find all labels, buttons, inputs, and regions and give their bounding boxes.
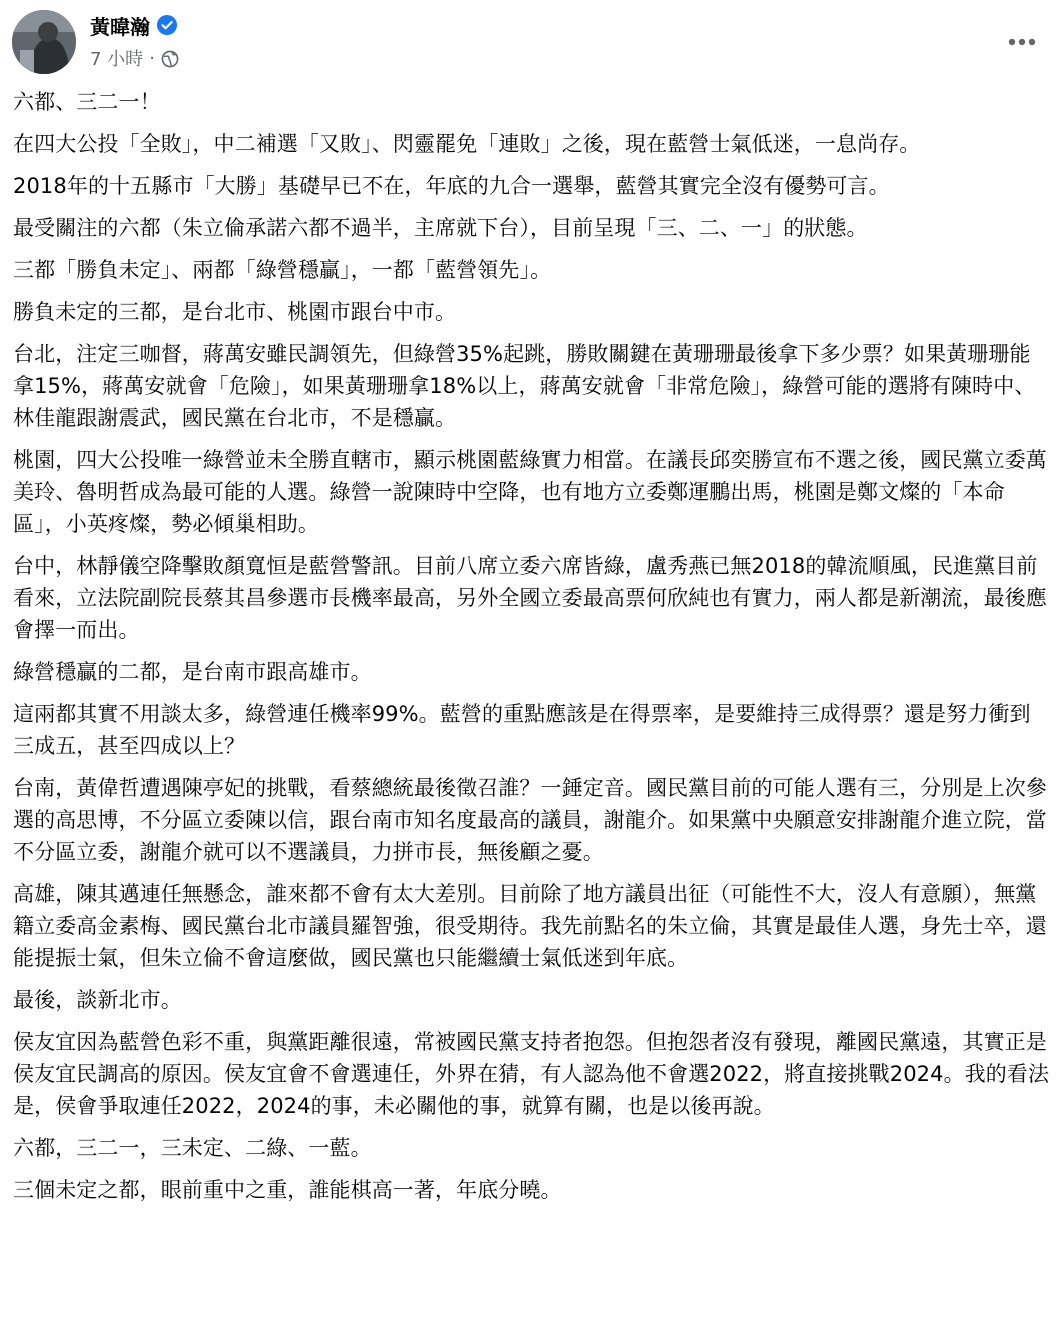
post-paragraph: 六都、三二一！ bbox=[13, 90, 161, 114]
author-avatar[interactable] bbox=[12, 10, 76, 74]
post-header bbox=[0, 0, 1062, 84]
post-paragraph: 侯友宜因為藍營色彩不重，與黨距離很遠，常被國民黨支持者抱怨。但抱怨者沒有發現，離國民黨遠，其實正是侯友宜民調高的原因。侯友宜會不會選連任，外界在猜，有人認為他不會選2022，將直接挑戰2024。我的看法是，侯會爭取連任2022，2024的事，未必關他的事，就算有關，也是以後再說。 bbox=[13, 1030, 1050, 1118]
more-options-icon bbox=[1007, 37, 1037, 47]
post-paragraph: 在四大公投「全敗」，中二補選「又敗」、閃靈罷免「連敗」之後，現在藍營士氣低迷，一息尚存。 bbox=[13, 132, 921, 156]
post-paragraph: 勝負未定的三都，是台北市、桃園市跟台中市。 bbox=[13, 300, 457, 324]
verified-badge-icon bbox=[157, 15, 177, 35]
author-row bbox=[90, 10, 177, 40]
post-paragraph: 綠營穩贏的二都，是台南市跟高雄市。 bbox=[13, 660, 372, 684]
post-paragraph: 三個未定之都，眼前重中之重，誰能棋高一著，年底分曉。 bbox=[13, 1178, 562, 1202]
post-meta bbox=[90, 46, 179, 70]
meta-separator: · bbox=[149, 47, 155, 69]
post-paragraph: 2018年的十五縣市「大勝」基礎早已不在，年底的九合一選舉，藍營其實完全沒有優勢可言。 bbox=[13, 174, 890, 198]
more-options-button[interactable] bbox=[1002, 22, 1042, 62]
avatar-photo bbox=[12, 10, 76, 74]
post-paragraph: 這兩都其實不用談太多，綠營連任機率99%。藍營的重點應該是在得票率，是要維持三成得票？還是努力衝到三成五，甚至四成以上？ bbox=[13, 702, 1031, 758]
post-paragraph: 台北，注定三咖督，蔣萬安雖民調領先，但綠營35%起跳，勝敗關鍵在黃珊珊最後拿下多少票？如果黃珊珊能拿15%，蔣萬安就會「危險」，如果黃珊珊拿18%以上，蔣萬安就會「非常危險」，綠營可能的選將有陳時中、林佳龍跟謝震武，國民黨在台北市，不是穩贏。 bbox=[13, 342, 1036, 430]
post-paragraph: 桃園，四大公投唯一綠營並未全勝直轄市，顯示桃園藍綠實力相當。在議長邱奕勝宣布不選之後，國民黨立委萬美玲、魯明哲成為最可能的人選。綠營一說陳時中空降，也有地方立委鄭運鵬出馬，桃園是鄭文燦的「本命區」，小英疼燦，勢必傾巢相助。 bbox=[13, 448, 1047, 536]
post-paragraph: 最受關注的六都（朱立倫承諾六都不過半，主席就下台），目前呈現「三、二、一」的狀態。 bbox=[13, 216, 868, 240]
post-paragraph: 高雄，陳其邁連任無懸念，誰來都不會有太大差別。目前除了地方議員出征（可能性不大，沒人有意願），無黨籍立委高金素梅、國民黨台北市議員羅智強，很受期待。我先前點名的朱立倫，其實是最佳人選，身先士卒，還能提振士氣，但朱立倫不會這麼做，國民黨也只能繼續士氣低迷到年底。 bbox=[13, 882, 1047, 970]
post-paragraph: 台中，林靜儀空降擊敗顏寬恒是藍營警訊。目前八席立委六席皆綠，盧秀燕已無2018的韓流順風，民進黨目前看來，立法院副院長蔡其昌參選市長機率最高，另外全國立委最高票何欣純也有實力，兩人都是新潮流，最後應會擇一而出。 bbox=[13, 554, 1047, 642]
post-timestamp[interactable]: 7 小時 bbox=[90, 49, 144, 70]
post-paragraph: 三都「勝負未定」、兩都「綠營穩贏」，一都「藍營領先」。 bbox=[13, 258, 552, 282]
post-paragraph: 六都，三二一，三未定、二綠、一藍。 bbox=[13, 1136, 372, 1160]
post-body bbox=[13, 86, 1051, 1216]
post-paragraph: 台南，黃偉哲遭遇陳亭妃的挑戰，看蔡總統最後徵召誰？一錘定音。國民黨目前的可能人選有三，分別是上次參選的高思博，不分區立委陳以信，跟台南市知名度最高的議員，謝龍介。如果黨中央願意安排謝龍介進立院，當不分區立委，謝龍介就可以不選議員，力拼市長，無後顧之憂。 bbox=[13, 776, 1047, 864]
post-paragraph: 最後，談新北市。 bbox=[13, 988, 182, 1012]
author-name[interactable]: 黃暐瀚 bbox=[90, 14, 150, 39]
globe-icon[interactable] bbox=[161, 50, 179, 68]
